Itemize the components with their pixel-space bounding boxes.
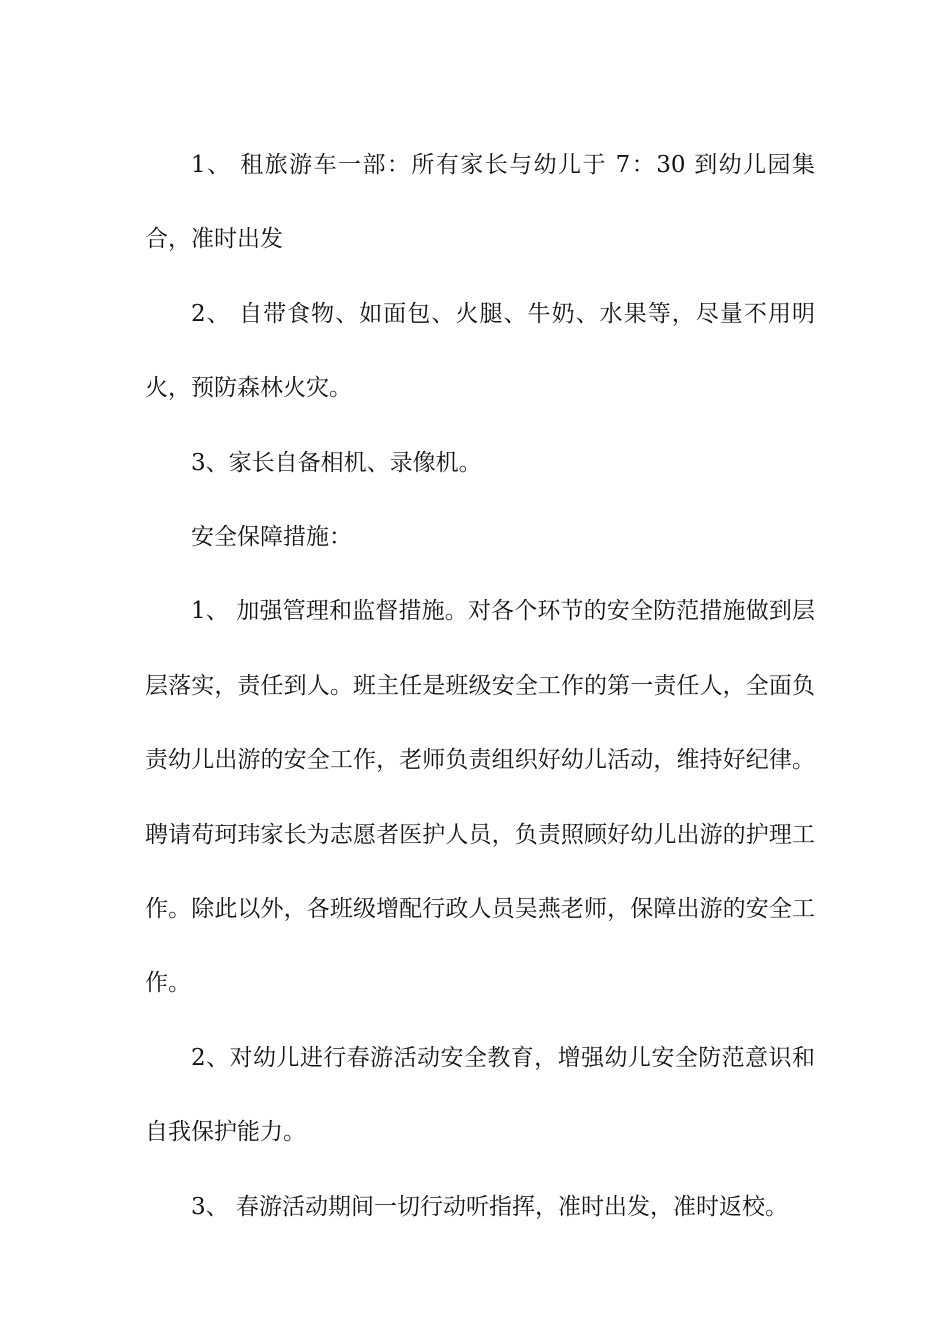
paragraph-bus-rental: 1、 租旅游车一部：所有家长与幼儿于 7：30 到幼儿园集合，准时出发 [145,152,815,253]
document-body [145,128,815,1244]
paragraph-discipline: 3、 春游活动期间一切行动听指挥，准时出发，准时返校。 [191,1193,788,1220]
section-heading-safety: 安全保障措施： [191,524,352,551]
paragraph-camera: 3、家长自备相机、录像机。 [191,449,482,476]
paragraph-management: 1、 加强管理和监督措施。对各个环节的安全防范措施做到层层落实，责任到人。班主任是班级安全工作的第一责任人，全面负责幼儿出游的安全工作，老师负责组织好幼儿活动，维持好纪律。聘请苟珂玮家长为志愿者医护人员，负责照顾好幼儿出游的护理工作。除此以外，各班级增配行政人员吴燕老师，保障出游的安全工作。 [145,598,815,997]
paragraph-education: 2、对幼儿进行春游活动安全教育，增强幼儿安全防范意识和自我保护能力。 [145,1044,815,1146]
paragraph-food: 2、 自带食物、如面包、火腿、牛奶、水果等，尽量不用明火，预防森林火灾。 [145,300,815,402]
